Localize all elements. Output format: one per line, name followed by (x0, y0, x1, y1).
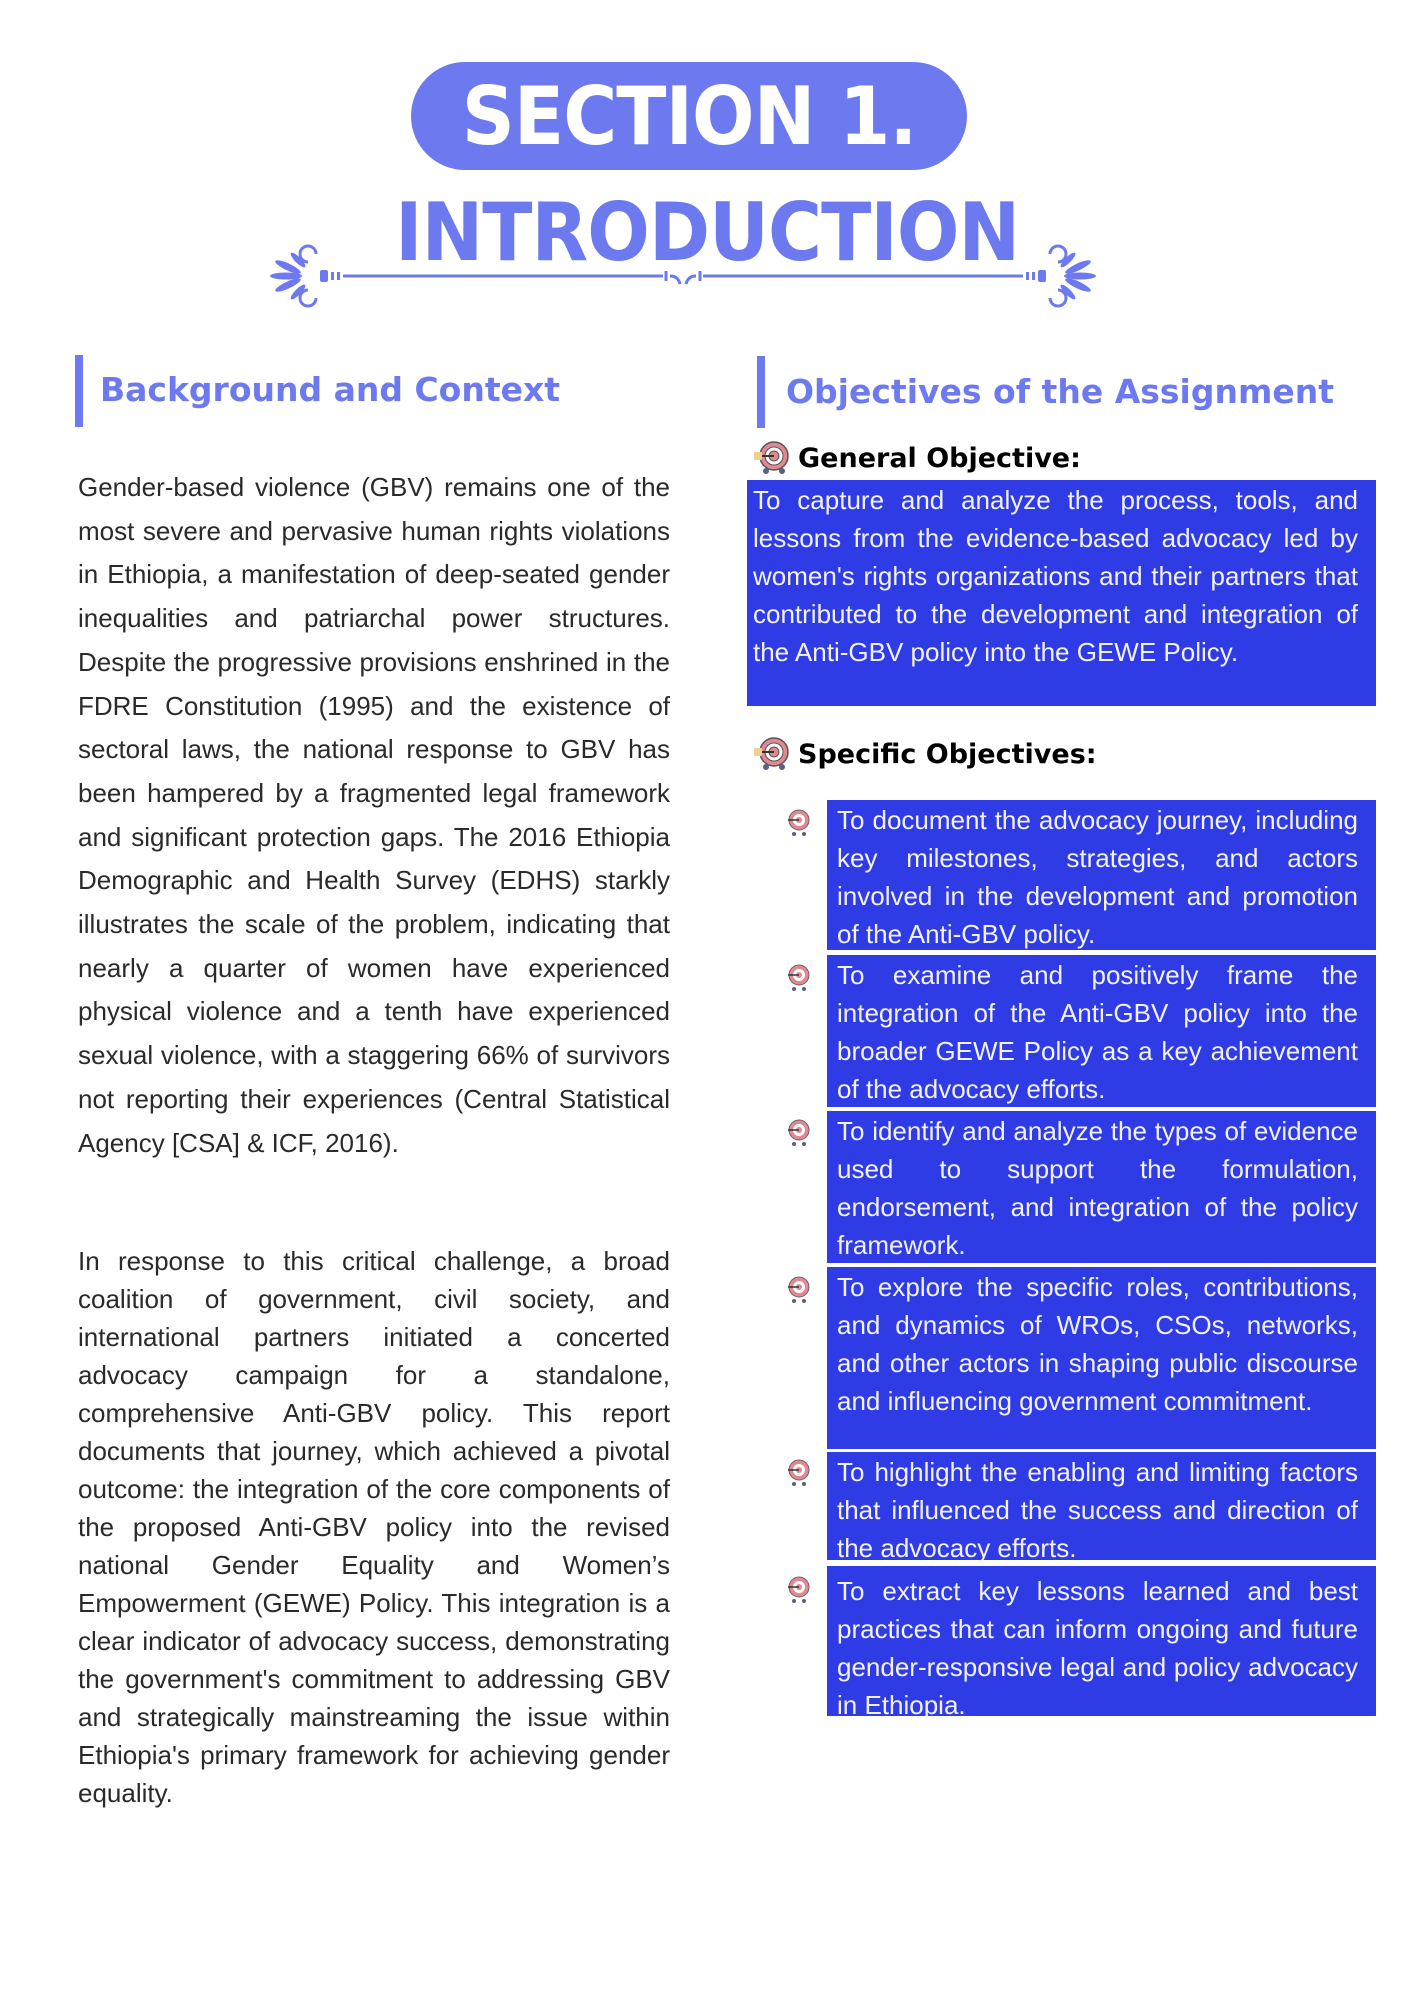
background-paragraph-2: In response to this critical challenge, a broad coalition of government, civil society, and international partners initiated a concerted advocacy campaign for a standalone, comprehensive Anti-GBV policy. This report documents that journey, which achieved a pivotal outcome: the integration of the core components of the proposed Anti-GBV policy into the revised national Gender Equality and Women’s Empowerment (GEWE) Policy. This integration is a clear indicator of advocacy success, demonstrating the government's commitment to addressing GBV and strategically mainstreaming the issue within Ethiopia's primary framework for achieving gender equality. (78, 1246, 670, 1808)
general-objective-box: To capture and analyze the process, tools, and lessons from the evidence-based advocacy led by women's rights organizations and their partners that contributed to the development and integration of the Anti-GBV policy into the GEWE Policy. (747, 480, 1376, 706)
target-bullet-icon (786, 1275, 812, 1305)
specific-objective-item: To document the advocacy journey, including key milestones, strategies, and actors involved in the development and promotion of the Anti-GBV policy. (827, 800, 1376, 950)
ornamental-divider-icon (248, 240, 1118, 310)
heading-accent-bar (75, 355, 83, 427)
target-icon (752, 440, 792, 476)
page-title: INTRODUCTION (394, 186, 1020, 279)
specific-objective-item: To explore the specific roles, contributions, and dynamics of WROs, CSOs, networks, and other actors in shaping public discourse and influencing government commitment. (827, 1267, 1376, 1449)
objectives-heading: Objectives of the Assignment (786, 372, 1334, 411)
specific-objective-item: To extract key lessons learned and best practices that can inform ongoing and future gender-responsive legal and policy advocacy in Ethiopia. (827, 1566, 1376, 1716)
target-bullet-icon (786, 1458, 812, 1488)
target-icon (752, 736, 792, 772)
target-bullet-icon (786, 963, 812, 993)
general-objective-label: General Objective: (752, 440, 1081, 476)
specific-objective-item: To identify and analyze the types of evidence used to support the formulation, endorsement, and integration of the policy framework. (827, 1111, 1376, 1263)
background-heading: Background and Context (100, 370, 561, 409)
section-label: SECTION 1. (461, 69, 917, 163)
specific-objectives-label: Specific Objectives: (752, 736, 1097, 772)
target-bullet-icon (786, 1118, 812, 1148)
heading-accent-bar (757, 356, 765, 428)
specific-objective-item: To examine and positively frame the integration of the Anti-GBV policy into the broader GEWE Policy as a key achievement of the advocacy efforts. (827, 955, 1376, 1107)
background-paragraph-1: Gender-based violence (GBV) remains one of the most severe and pervasive human rights violations in Ethiopia, a manifestation of deep-seated gender inequalities and patriarchal power structures. Despite the progressive provisions enshrined in the FDRE Constitution (1995) and the existence of sectoral laws, the national response to GBV has been hampered by a fragmented legal framework and significant protection gaps. The 2016 Ethiopia Demographic and Health Survey (EDHS) starkly illustrates the scale of the problem, indicating that nearly a quarter of women have experienced physical violence and a tenth have experienced sexual violence, with a staggering 66% of survivors not reporting their experiences (Central Statistical Agency [CSA] & ICF, 2016). (78, 472, 670, 1158)
specific-objective-item: To highlight the enabling and limiting factors that influenced the success and direction of the advocacy efforts. (827, 1452, 1376, 1560)
target-bullet-icon (786, 1575, 812, 1605)
target-bullet-icon (786, 808, 812, 838)
section-label-pill (411, 62, 967, 170)
